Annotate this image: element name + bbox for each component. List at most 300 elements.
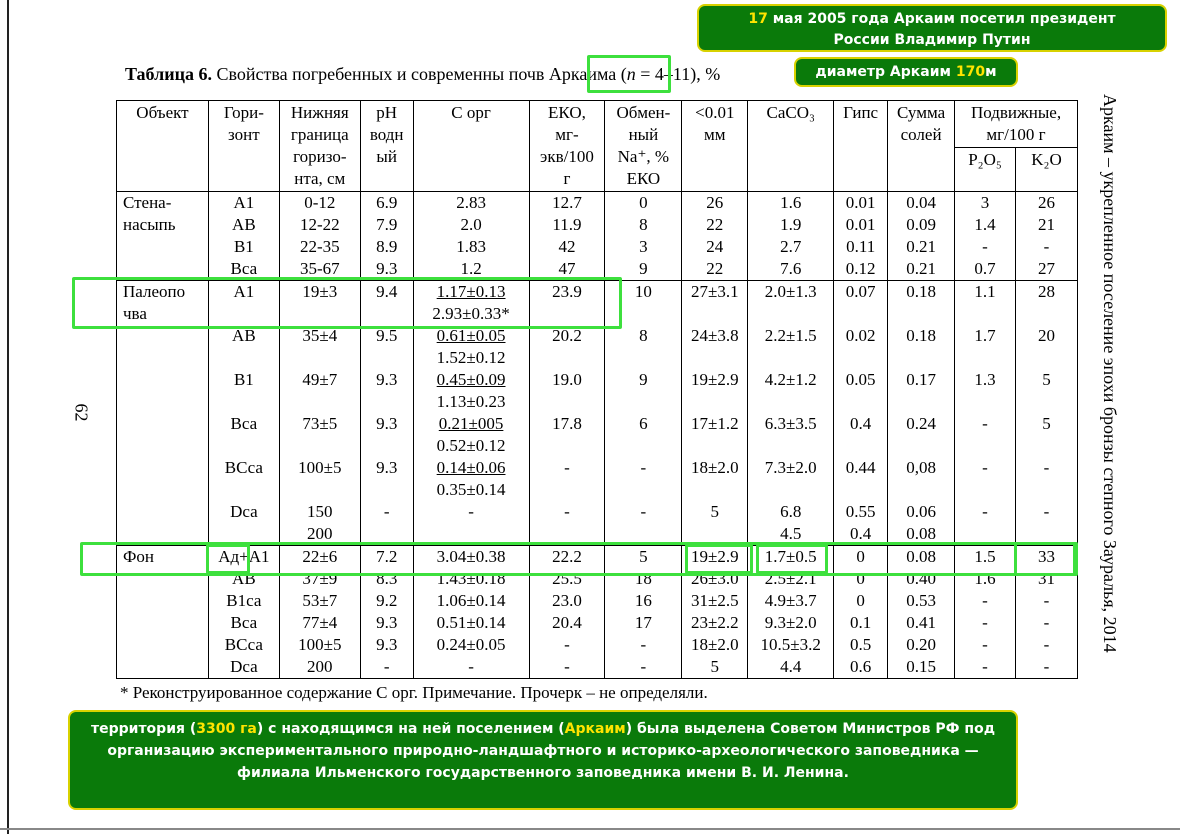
highlight-k2o — [1014, 542, 1076, 576]
cell-ph: 8.3 — [360, 568, 413, 590]
table-label: Таблица 6. — [125, 64, 212, 84]
col-k2o: K₂O — [1015, 148, 1077, 192]
table-row — [117, 391, 1078, 413]
cell-p: 0.7 — [955, 258, 1016, 281]
cell-hor: В1 — [208, 369, 279, 391]
cell-salts — [888, 391, 955, 413]
title-n-open: ( — [616, 64, 627, 84]
cell-caco3 — [748, 303, 834, 325]
title-highlight: Аркаима — [548, 64, 617, 84]
cell-caco3: 6.8 — [748, 501, 834, 523]
cell-k: 21 — [1015, 214, 1077, 236]
table-row — [117, 457, 1078, 479]
highlight-paleosoil-row — [72, 277, 622, 329]
cell-ph: 8.9 — [360, 236, 413, 258]
cell-gyps: 0.55 — [834, 501, 888, 523]
cell-caco3: 6.3±3.5 — [748, 413, 834, 435]
cell-depth: 200 — [279, 656, 360, 679]
table-row — [117, 612, 1078, 634]
banner-diameter — [794, 57, 1018, 87]
cell-hor: АВ — [208, 325, 279, 347]
cell-gyps — [834, 479, 888, 501]
cell-caco3: 9.3±2.0 — [748, 612, 834, 634]
cell-ph: - — [360, 656, 413, 679]
cell-na: 3 — [605, 236, 682, 258]
cell-salts: 0.24 — [888, 413, 955, 435]
cell-ph: 9.3 — [360, 612, 413, 634]
cell-gyps: 0.01 — [834, 192, 888, 215]
cell-gyps — [834, 303, 888, 325]
table-row — [117, 192, 1078, 215]
cell-hor: А1 — [208, 192, 279, 215]
cell-eko: 20.4 — [529, 612, 605, 634]
territory-p2: ) с находящимся на ней поселением ( — [256, 721, 565, 737]
cell-salts — [888, 347, 955, 369]
cell-obj — [117, 457, 209, 479]
cell-na — [605, 435, 682, 457]
cell-obj — [117, 656, 209, 679]
cell-hor: АВ — [208, 214, 279, 236]
cell-salts: 0.18 — [888, 281, 955, 304]
table-row — [117, 347, 1078, 369]
cell-caco3: 2.0±1.3 — [748, 281, 834, 304]
col-p2o5: P₂O₅ — [955, 148, 1016, 192]
cell-p: - — [955, 634, 1016, 656]
cell-gyps — [834, 347, 888, 369]
cell-fine: 26±3.0 — [682, 568, 748, 590]
cell-p: 1.5 — [955, 546, 1016, 569]
cell-eko: 22.2 — [529, 546, 605, 569]
cell-depth: 200 — [279, 523, 360, 546]
cell-corg: 0.21±005 — [413, 413, 529, 435]
running-head-text: Аркаим – укрепленное поселение эпохи бронзы степного Зауралья, 2014 — [1100, 94, 1120, 653]
cell-p — [955, 347, 1016, 369]
cell-hor: Ад+А1 — [208, 546, 279, 569]
cell-fine — [682, 435, 748, 457]
cell-fine — [682, 303, 748, 325]
table-body — [117, 192, 1078, 679]
cell-p — [955, 303, 1016, 325]
cell-caco3: 1.6 — [748, 192, 834, 215]
cell-fine — [682, 347, 748, 369]
cell-hor — [208, 391, 279, 413]
cell-caco3 — [748, 479, 834, 501]
cell-caco3: 2.2±1.5 — [748, 325, 834, 347]
cell-eko: 42 — [529, 236, 605, 258]
cell-eko — [529, 347, 605, 369]
cell-fine: 5 — [682, 656, 748, 679]
cell-caco3: 2.5±2.1 — [748, 568, 834, 590]
cell-salts: 0.15 — [888, 656, 955, 679]
highlight-title-arkaim — [587, 55, 671, 93]
cell-ph: 9.3 — [360, 634, 413, 656]
cell-gyps: 0.44 — [834, 457, 888, 479]
cell-ph: 7.9 — [360, 214, 413, 236]
col-ph: pH водн ый — [360, 101, 413, 192]
cell-fine: 24±3.8 — [682, 325, 748, 347]
cell-corg: 2.83 — [413, 192, 529, 215]
col-caco3: CaCO₃ — [748, 101, 834, 192]
cell-eko — [529, 391, 605, 413]
table-row — [117, 413, 1078, 435]
cell-ph: - — [360, 501, 413, 523]
cell-eko: 20.2 — [529, 325, 605, 347]
territory-name: Аркаим — [564, 721, 626, 737]
cell-hor: Вса — [208, 258, 279, 281]
cell-depth: 150 — [279, 501, 360, 523]
cell-na: - — [605, 634, 682, 656]
cell-hor: А1 — [208, 281, 279, 304]
cell-salts: 0.41 — [888, 612, 955, 634]
cell-hor — [208, 347, 279, 369]
cell-fine — [682, 391, 748, 413]
cell-obj: насыпь — [117, 214, 209, 236]
cell-k: 5 — [1015, 413, 1077, 435]
cell-hor: Вса — [208, 612, 279, 634]
cell-salts: 0.21 — [888, 236, 955, 258]
cell-hor: В1 — [208, 236, 279, 258]
cell-corg: 0.45±0.09 — [413, 369, 529, 391]
cell-salts: 0.17 — [888, 369, 955, 391]
cell-corg: 0.51±0.14 — [413, 612, 529, 634]
cell-obj: Фон — [117, 546, 209, 569]
cell-caco3 — [748, 347, 834, 369]
col-eko: ЕКО, мг- экв/100 г — [529, 101, 605, 192]
cell-p: 1.4 — [955, 214, 1016, 236]
cell-k: 33 — [1015, 546, 1077, 569]
cell-gyps: 0.4 — [834, 413, 888, 435]
cell-na: 5 — [605, 546, 682, 569]
highlight-fine-fraction — [685, 544, 753, 574]
cell-depth: 100±5 — [279, 634, 360, 656]
cell-p — [955, 435, 1016, 457]
cell-na: 0 — [605, 192, 682, 215]
cell-na: 6 — [605, 413, 682, 435]
cell-obj — [117, 369, 209, 391]
cell-corg: 1.13±0.23 — [413, 391, 529, 413]
cell-hor — [208, 479, 279, 501]
cell-fine: 22 — [682, 258, 748, 281]
col-salts: Сумма солей — [888, 101, 955, 192]
diameter-text: диаметр Аркаим — [815, 64, 956, 80]
cell-hor: ВСса — [208, 457, 279, 479]
cell-caco3: 7.3±2.0 — [748, 457, 834, 479]
cell-k: - — [1015, 612, 1077, 634]
cell-depth: 49±7 — [279, 369, 360, 391]
cell-salts: 0.09 — [888, 214, 955, 236]
cell-depth — [279, 347, 360, 369]
cell-salts: 0.40 — [888, 568, 955, 590]
cell-hor — [208, 435, 279, 457]
cell-eko — [529, 435, 605, 457]
cell-corg: 0.61±0.05 — [413, 325, 529, 347]
cell-p: - — [955, 236, 1016, 258]
cell-corg: - — [413, 656, 529, 679]
cell-gyps: 0 — [834, 590, 888, 612]
cell-eko: - — [529, 634, 605, 656]
title-n: n — [626, 64, 636, 84]
cell-gyps: 0.5 — [834, 634, 888, 656]
cell-ph: 9.5 — [360, 325, 413, 347]
cell-p: 1.3 — [955, 369, 1016, 391]
banner-line1: мая 2005 года Аркаим посетил президент — [767, 11, 1116, 27]
col-fine-fraction: <0.01 мм — [682, 101, 748, 192]
cell-fine: 26 — [682, 192, 748, 215]
cell-k: 27 — [1015, 258, 1077, 281]
cell-na: 17 — [605, 612, 682, 634]
cell-fine: 18±2.0 — [682, 634, 748, 656]
cell-obj — [117, 391, 209, 413]
cell-obj — [117, 612, 209, 634]
cell-k: - — [1015, 457, 1077, 479]
banner-territory — [68, 710, 1018, 810]
territory-area: 3300 га — [196, 721, 257, 737]
cell-ph: 9.3 — [360, 258, 413, 281]
cell-fine: 27±3.1 — [682, 281, 748, 304]
table-row — [117, 369, 1078, 391]
title-text: Свойства погребенных и современны почв — [211, 64, 549, 84]
cell-salts: 0.08 — [888, 546, 955, 569]
cell-na — [605, 391, 682, 413]
territory-p3: ) была выделена Советом Министров РФ под организацию экспериментального природно-ландшафтного и историко-археологического заповедника — филиала Ильменского государственного заповедника имени В. И. Ленина. — [107, 721, 996, 781]
cell-obj — [117, 413, 209, 435]
cell-caco3: 4.9±3.7 — [748, 590, 834, 612]
cell-na: - — [605, 656, 682, 679]
cell-depth: 19±3 — [279, 281, 360, 304]
cell-gyps: 0 — [834, 546, 888, 569]
cell-hor: АВ — [208, 568, 279, 590]
cell-caco3 — [748, 391, 834, 413]
page-left-edge — [7, 0, 9, 834]
cell-caco3: 1.7±0.5 — [748, 546, 834, 569]
cell-p: - — [955, 656, 1016, 679]
cell-corg: 3.04±0.38 — [413, 546, 529, 569]
cell-gyps: 0.6 — [834, 656, 888, 679]
cell-k — [1015, 479, 1077, 501]
banner-date: 17 — [748, 11, 768, 27]
highlight-horizon-ad — [206, 544, 250, 574]
cell-p: - — [955, 612, 1016, 634]
col-gypsum: Гипс — [834, 101, 888, 192]
cell-depth: 22-35 — [279, 236, 360, 258]
cell-fine: 19±2.9 — [682, 369, 748, 391]
cell-depth: 35±4 — [279, 325, 360, 347]
soil-properties-table — [116, 100, 1078, 679]
cell-p: - — [955, 413, 1016, 435]
cell-hor: В1са — [208, 590, 279, 612]
cell-obj — [117, 501, 209, 523]
cell-obj — [117, 479, 209, 501]
cell-ph — [360, 391, 413, 413]
cell-na: 9 — [605, 369, 682, 391]
cell-salts: 0.53 — [888, 590, 955, 612]
cell-salts: 0.08 — [888, 523, 955, 546]
cell-na: 16 — [605, 590, 682, 612]
cell-k: 20 — [1015, 325, 1077, 347]
table-row — [117, 479, 1078, 501]
cell-p: 3 — [955, 192, 1016, 215]
title-n-close: = 4–11), % — [635, 64, 721, 84]
cell-p: - — [955, 501, 1016, 523]
cell-eko: - — [529, 656, 605, 679]
cell-p: - — [955, 590, 1016, 612]
cell-gyps: 0.05 — [834, 369, 888, 391]
banner-line2: России Владимир Путин — [833, 32, 1031, 48]
cell-gyps: 0.07 — [834, 281, 888, 304]
cell-depth: 73±5 — [279, 413, 360, 435]
cell-hor: ВСса — [208, 634, 279, 656]
col-object: Объект — [117, 101, 209, 192]
cell-obj — [117, 435, 209, 457]
territory-p1: территория ( — [90, 721, 197, 737]
cell-obj — [117, 236, 209, 258]
cell-gyps — [834, 391, 888, 413]
cell-fine: 22 — [682, 214, 748, 236]
cell-ph: 9.3 — [360, 457, 413, 479]
table-row — [117, 656, 1078, 679]
cell-depth: 12-22 — [279, 214, 360, 236]
cell-k — [1015, 391, 1077, 413]
cell-salts: 0.18 — [888, 325, 955, 347]
cell-p: 1.7 — [955, 325, 1016, 347]
cell-ph: 6.9 — [360, 192, 413, 215]
cell-k: - — [1015, 634, 1077, 656]
cell-salts: 0,08 — [888, 457, 955, 479]
cell-na — [605, 347, 682, 369]
cell-corg: 2.0 — [413, 214, 529, 236]
cell-k: 5 — [1015, 369, 1077, 391]
cell-obj — [117, 634, 209, 656]
cell-corg: 1.83 — [413, 236, 529, 258]
cell-salts — [888, 479, 955, 501]
cell-eko — [529, 479, 605, 501]
cell-caco3: 10.5±3.2 — [748, 634, 834, 656]
cell-depth: 100±5 — [279, 457, 360, 479]
cell-corg: - — [413, 501, 529, 523]
cell-depth: 37±9 — [279, 568, 360, 590]
footnote: * Реконструированное содержание С орг. Примечание. Прочерк – не определяли. — [120, 683, 708, 702]
diameter-unit: м — [985, 64, 997, 80]
cell-eko: - — [529, 501, 605, 523]
cell-gyps — [834, 435, 888, 457]
cell-depth: 22±6 — [279, 546, 360, 569]
cell-k — [1015, 435, 1077, 457]
cell-k: 31 — [1015, 568, 1077, 590]
cell-na: - — [605, 501, 682, 523]
cell-obj — [117, 590, 209, 612]
table-row — [117, 236, 1078, 258]
diameter-value: 170 — [955, 64, 986, 80]
cell-salts: 0.06 — [888, 501, 955, 523]
cell-obj — [117, 347, 209, 369]
cell-ph — [360, 479, 413, 501]
cell-na: 10 — [605, 281, 682, 304]
table-row — [117, 634, 1078, 656]
cell-depth: 77±4 — [279, 612, 360, 634]
cell-corg: 0.52±0.12 — [413, 435, 529, 457]
col-mobile: Подвижные, мг/100 г — [955, 101, 1078, 148]
cell-caco3: 4.4 — [748, 656, 834, 679]
cell-na: 8 — [605, 325, 682, 347]
cell-salts: 0.21 — [888, 258, 955, 281]
cell-eko: 19.0 — [529, 369, 605, 391]
cell-eko: 47 — [529, 258, 605, 281]
cell-eko: 17.8 — [529, 413, 605, 435]
cell-ph: 9.3 — [360, 413, 413, 435]
cell-na: 9 — [605, 258, 682, 281]
cell-k — [1015, 347, 1077, 369]
cell-depth — [279, 479, 360, 501]
cell-p: 1.6 — [955, 568, 1016, 590]
col-lower-boundary: Нижняя граница горизо- нта, см — [279, 101, 360, 192]
cell-gyps: 0.02 — [834, 325, 888, 347]
cell-k: - — [1015, 590, 1077, 612]
cell-caco3: 4.2±1.2 — [748, 369, 834, 391]
cell-caco3 — [748, 435, 834, 457]
cell-fine: 23±2.2 — [682, 612, 748, 634]
cell-fine: 17±1.2 — [682, 413, 748, 435]
cell-gyps: 0.1 — [834, 612, 888, 634]
cell-ph: 9.2 — [360, 590, 413, 612]
cell-corg: 1.06±0.14 — [413, 590, 529, 612]
cell-gyps: 0 — [834, 568, 888, 590]
running-head — [1098, 94, 1120, 714]
cell-k: - — [1015, 656, 1077, 679]
cell-ph: 7.2 — [360, 546, 413, 569]
cell-ph — [360, 347, 413, 369]
cell-k: - — [1015, 501, 1077, 523]
page-number: 62 — [71, 403, 92, 422]
cell-k: 28 — [1015, 281, 1077, 304]
cell-obj: Палеопо — [117, 281, 209, 304]
cell-na — [605, 479, 682, 501]
cell-depth — [279, 391, 360, 413]
cell-gyps: 0.11 — [834, 236, 888, 258]
cell-na: 18 — [605, 568, 682, 590]
cell-fine: 5 — [682, 501, 748, 523]
cell-p — [955, 391, 1016, 413]
cell-corg: 1.43±0.18 — [413, 568, 529, 590]
cell-na: - — [605, 457, 682, 479]
page-bottom-edge — [0, 828, 1180, 830]
table-row — [117, 501, 1078, 523]
cell-caco3: 7.6 — [748, 258, 834, 281]
table-row — [117, 435, 1078, 457]
cell-corg: 0.35±0.14 — [413, 479, 529, 501]
cell-hor: Dса — [208, 501, 279, 523]
cell-salts: 0.04 — [888, 192, 955, 215]
cell-na: 8 — [605, 214, 682, 236]
cell-eko: 23.0 — [529, 590, 605, 612]
cell-hor: Вса — [208, 413, 279, 435]
cell-gyps: 0.01 — [834, 214, 888, 236]
cell-fine — [682, 479, 748, 501]
cell-fine: 24 — [682, 236, 748, 258]
cell-hor: Dса — [208, 656, 279, 679]
cell-eko: 11.9 — [529, 214, 605, 236]
cell-k: 26 — [1015, 192, 1077, 215]
cell-corg: 0.14±0.06 — [413, 457, 529, 479]
cell-p: - — [955, 457, 1016, 479]
cell-obj: чва — [117, 303, 209, 325]
cell-depth: 53±7 — [279, 590, 360, 612]
cell-salts — [888, 435, 955, 457]
cell-fine: 18±2.0 — [682, 457, 748, 479]
col-c-org: С орг — [413, 101, 529, 192]
col-exchange-na: Обмен- ный Na⁺, % ЕКО — [605, 101, 682, 192]
table-row — [117, 590, 1078, 612]
col-horizon: Гори- зонт — [208, 101, 279, 192]
